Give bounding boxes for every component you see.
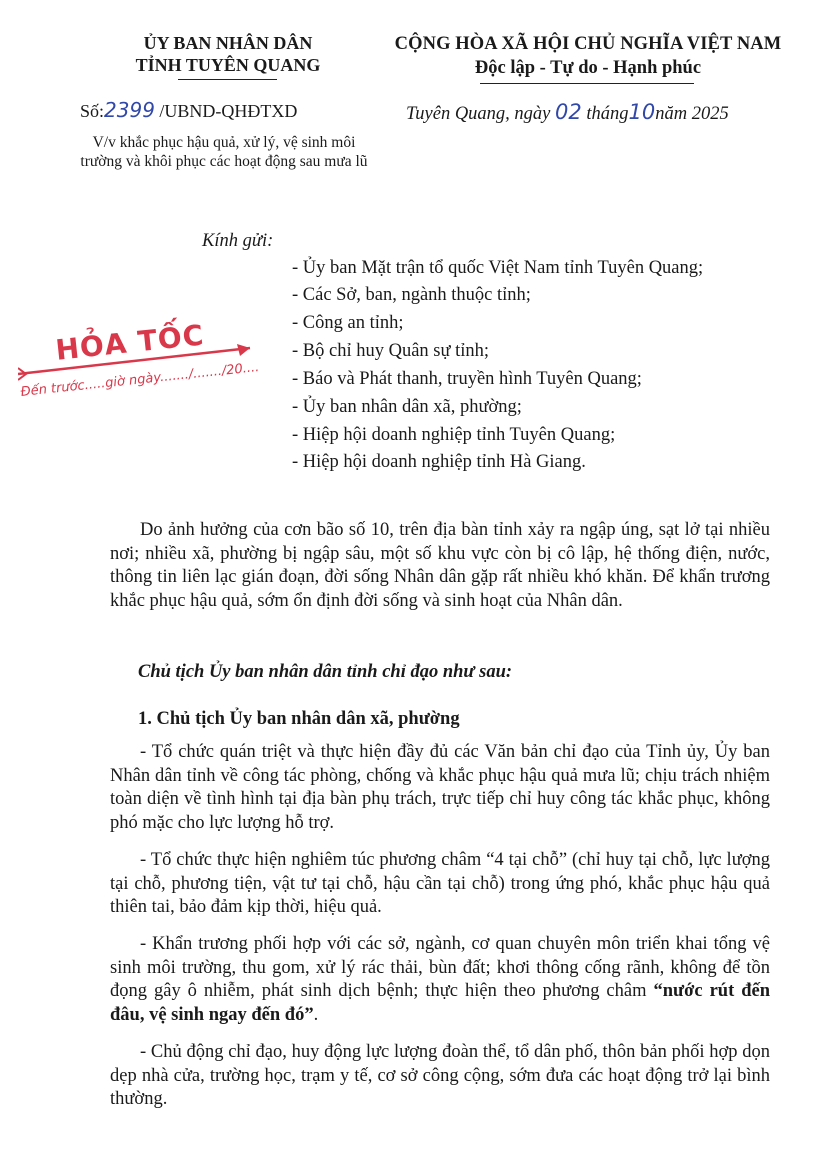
directive-line: Chủ tịch Ủy ban nhân dân tỉnh chỉ đạo như sau: <box>138 662 513 682</box>
stamp-title: HỎA TỐC <box>54 318 206 367</box>
recipient-item: - Hiệp hội doanh nghiệp tỉnh Tuyên Quang; <box>292 425 616 445</box>
date-month-handwritten: 10 <box>628 100 656 124</box>
body-paragraph-4: - Chủ động chỉ đạo, huy động lực lượng đoàn thể, tổ dân phố, thôn bản phối hợp dọn dẹp nhà cửa, trường học, trạm y tế, cơ sở công cộng, sớm đưa các hoạt động trở lại bình thường. <box>110 1042 770 1109</box>
recipients-label: Kính gửi: <box>202 231 274 251</box>
stamp-deadline: Đến trước.....giờ ngày......./......./20.... <box>20 359 260 400</box>
body-paragraph-3-text: - Khẩn trương phối hợp với các sở, ngành, cơ quan chuyên môn triển khai tổng vệ sinh môi trường, thu gom, xử lý rác thải, bùn đất; khơi thông cống rãnh, không để tồn đọng gây ô nhiễm, phát sinh dịch bệnh; thực hiện theo phương châm <box>110 934 770 1001</box>
recipient-item: - Các Sở, ban, ngành thuộc tỉnh; <box>292 285 531 305</box>
issuing-org-line1: ỦY BAN NHÂN DÂN <box>143 33 313 53</box>
month-word: tháng <box>581 104 629 124</box>
body-paragraph-2: - Tổ chức thực hiện nghiêm túc phương châm “4 tại chỗ” (chỉ huy tại chỗ, lực lượng tại chỗ, phương tiện, vật tư tại chỗ, hậu cần tại chỗ) trong ứng phó, khắc phục hậu quả thiên tai, bảo đảm kịp thời, hiệu quả. <box>110 850 770 917</box>
document-number <box>80 98 297 122</box>
national-title: CỘNG HÒA XÃ HỘI CHỦ NGHĨA VIỆT NAM <box>394 34 782 54</box>
body-paragraph-3-motto: “nước rút đến đâu, vệ sinh ngay đến đó” <box>110 981 771 1025</box>
year-part: năm 2025 <box>655 104 729 124</box>
place-date <box>406 100 729 125</box>
body-paragraph-3-end: . <box>313 1004 319 1025</box>
intro-paragraph: Do ảnh hưởng của cơn bão số 10, trên địa bàn tỉnh xảy ra ngập úng, sạt lở tại nhiều nơi; nhiều xã, phường bị ngập sâu, một số khu vực còn bị cô lập, hệ thống điện, nước, thông tin liên lạc gián đoạn, đời sống Nhân dân gặp rất nhiều khó khăn. Để khẩn trương khắc phục hậu quả, sớm ổn định đời sống và sinh hoạt của Nhân dân. <box>110 520 770 611</box>
motto-underline <box>480 83 694 84</box>
national-motto: Độc lập - Tự do - Hạnh phúc <box>474 58 702 78</box>
section-1-title: 1. Chủ tịch Ủy ban nhân dân xã, phường <box>138 709 460 729</box>
recipient-item: - Ủy ban nhân dân xã, phường; <box>292 397 522 417</box>
recipient-item: - Hiệp hội doanh nghiệp tỉnh Hà Giang. <box>292 452 586 472</box>
document-number-prefix: Số: <box>80 101 105 121</box>
document-subject: V/v khắc phục hậu quả, xử lý, vệ sinh môi trường và khôi phục các hoạt động sau mưa lũ <box>80 134 368 170</box>
date-day-handwritten: 02 <box>555 100 582 124</box>
body-paragraph-1: - Tổ chức quán triệt và thực hiện đầy đủ các Văn bản chỉ đạo của Tỉnh ủy, Ủy ban Nhân dân tỉnh về công tác phòng, chống và khắc phục hậu quả mưa lũ; chịu trách nhiệm toàn diện về tình hình tại địa bàn phụ trách, trực tiếp chỉ huy công tác khắc phục, không phó mặc cho lực lượng hỗ trợ. <box>110 742 770 833</box>
recipient-item: - Ủy ban Mặt trận tổ quốc Việt Nam tỉnh Tuyên Quang; <box>292 258 704 278</box>
issuing-org-line2: TỈNH TUYÊN QUANG <box>135 55 321 75</box>
place-prefix: Tuyên Quang, ngày <box>406 104 556 124</box>
document-number-suffix: /UBND-QHĐTXD <box>154 101 298 121</box>
recipient-item: - Báo và Phát thanh, truyền hình Tuyên Quang; <box>292 369 642 389</box>
recipient-item: - Bộ chỉ huy Quân sự tỉnh; <box>292 341 490 361</box>
document-number-handwritten: 2399 <box>104 98 155 122</box>
org-underline <box>178 79 277 80</box>
body-paragraph-3 <box>110 933 770 1027</box>
recipient-item: - Công an tỉnh; <box>292 313 404 333</box>
